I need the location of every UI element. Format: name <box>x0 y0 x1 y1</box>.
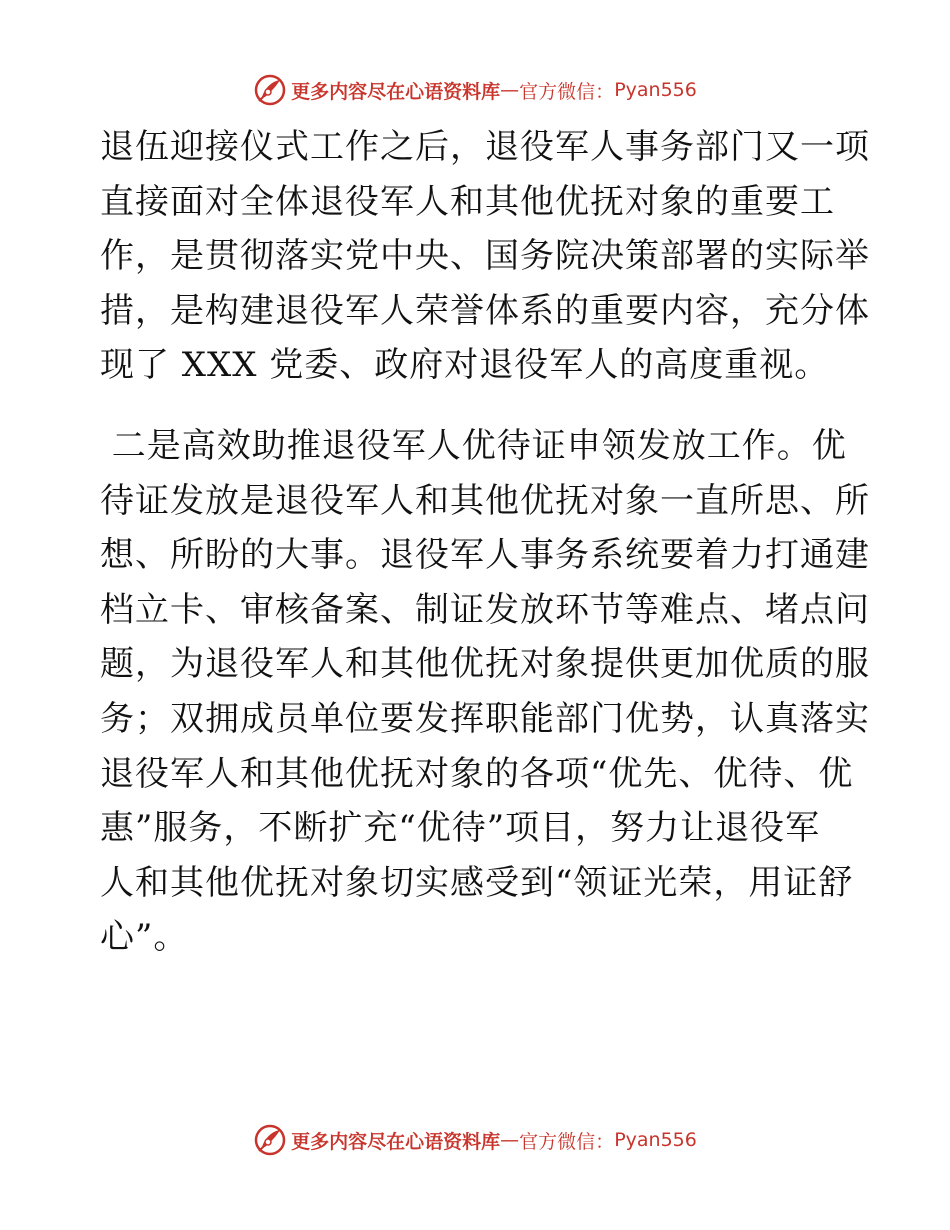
text-line: 作，是贯彻落实党中央、国务院决策部署的实际举 <box>100 236 870 277</box>
text-line: 想、所盼的大事。退役军人事务系统要着力打通建 <box>100 535 870 576</box>
text-line: 二是高效助推退役军人优待证申领发放工作。优 <box>100 425 847 466</box>
text-line: 措，是构建退役军人荣誉体系的重要内容，充分体 <box>100 290 870 331</box>
banner-wechat-label: 官方微信： <box>519 1130 615 1153</box>
banner-wechat-id: Pyan556 <box>614 1129 697 1151</box>
footer-banner <box>0 1120 950 1160</box>
text-line: 题，为退役军人和其他优抚对象提供更加优质的服 <box>100 644 870 685</box>
banner-wechat-id: Pyan556 <box>614 79 697 101</box>
text-line: 档立卡、审核备案、制证发放环节等难点、堵点问 <box>100 589 870 630</box>
text-line: 心”。 <box>100 917 189 958</box>
text-line: 惠”服务，不断扩充“优待”项目，努力让退役军 <box>100 808 821 849</box>
banner-wechat-label: 官方微信： <box>519 80 615 103</box>
logo-icon <box>253 73 287 107</box>
text-line: 退伍迎接仪式工作之后，退役军人事务部门又一项 <box>100 127 870 167</box>
text-line: 直接面对全体退役军人和其他优抚对象的重要工 <box>100 181 835 222</box>
text-line: 待证发放是退役军人和其他优抚对象一直所思、所 <box>100 480 870 521</box>
banner-title: 更多内容尽在心语资料库 <box>291 1130 501 1153</box>
banner-dash: — <box>500 79 520 101</box>
text-line: 人和其他优抚对象切实感受到“领证光荣，用证舒 <box>100 862 854 903</box>
text-line: 退役军人和其他优抚对象的各项“优先、优待、优 <box>100 753 854 794</box>
banner-title: 更多内容尽在心语资料库 <box>291 80 501 103</box>
banner-dash: — <box>500 1129 520 1151</box>
logo-icon <box>253 1123 287 1157</box>
paragraph-2 <box>100 419 870 965</box>
text-line: 现了 XXX 党委、政府对退役军人的高度重视。 <box>100 345 830 386</box>
paragraph-1 <box>100 120 870 393</box>
document-body <box>100 120 870 965</box>
header-banner <box>0 70 950 110</box>
text-line: 务；双拥成员单位要发挥职能部门优势，认真落实 <box>100 698 870 739</box>
